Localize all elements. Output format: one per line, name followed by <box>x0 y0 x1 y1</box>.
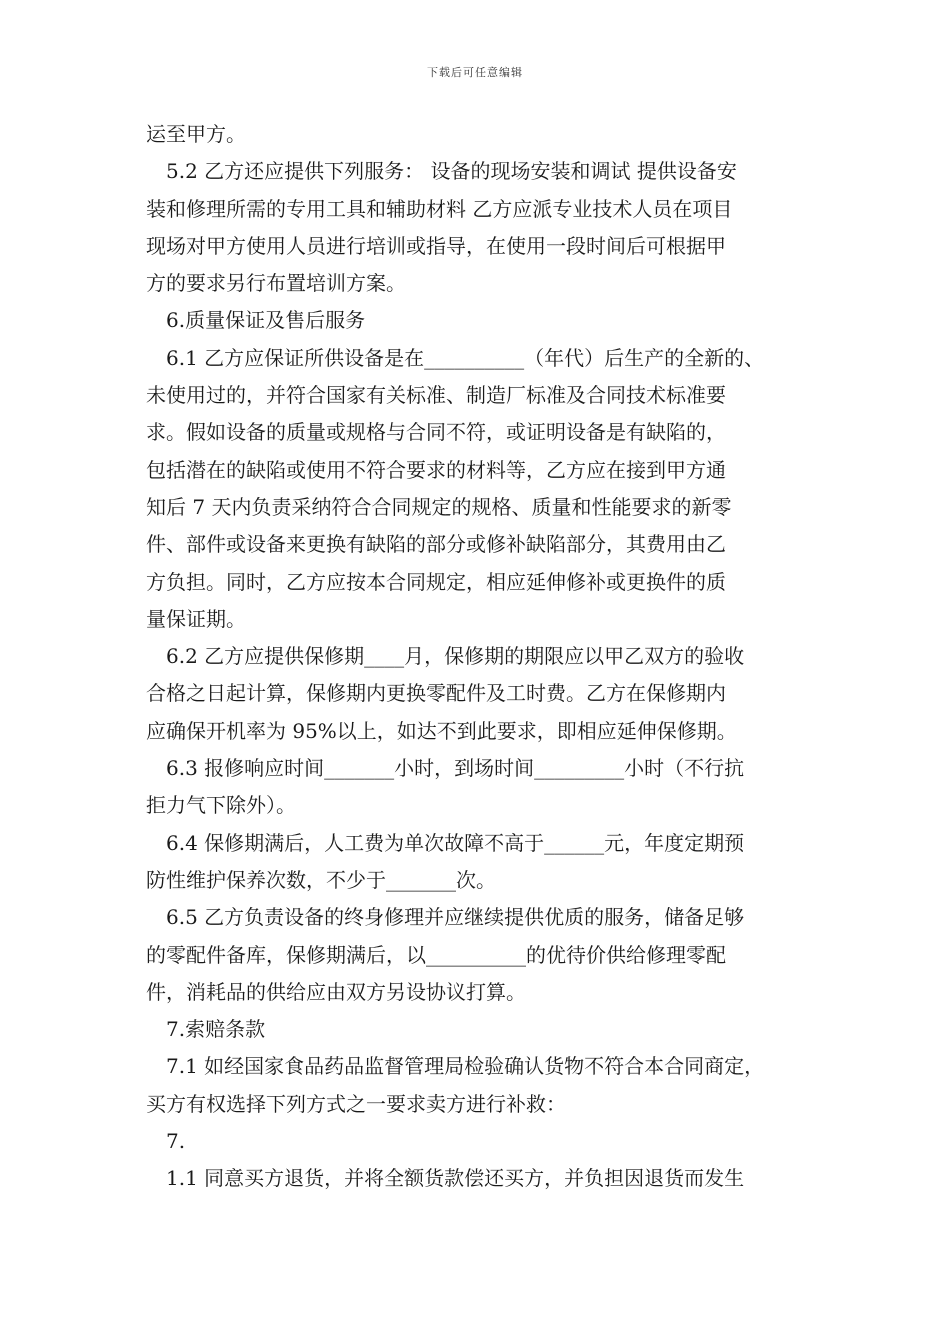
text-line: 运至甲方。 <box>146 122 246 146</box>
text-line: 6.1 乙方应保证所供设备是在__________（年代）后生产的全新的、 <box>166 345 765 370</box>
text-line: 现场对甲方使用人员进行培训或指导，在使用一段时间后可根据甲 <box>146 233 726 258</box>
text-line: 合格之日起计算，保修期内更换零配件及工时费。乙方在保修期内 <box>146 681 726 706</box>
text-line: 6.3 报修响应时间_______小时，到场时间_________小时（不行抗 <box>166 756 745 781</box>
text-line: 求。假如设备的质量或规格与合同不符，或证明设备是有缺陷的， <box>146 420 726 445</box>
text-line: 应确保开机率为 95%以上，如达不到此要求，即相应延伸保修期。 <box>146 718 737 743</box>
text-line: 6.质量保证及售后服务 <box>166 308 366 333</box>
text-line: 件，消耗品的供给应由双方另设协议打算。 <box>146 979 526 1004</box>
text-line: 未使用过的，并符合国家有关标准、制造厂标准及合同技术标准要 <box>146 383 726 408</box>
text-line: 防性维护保养次数，不少于_______次。 <box>146 867 496 892</box>
contract-body <box>146 116 814 1198</box>
text-line: 1.1 同意买方退货，并将全额货款偿还买方，并负担因退货而发生 <box>166 1166 745 1191</box>
text-line: 方的要求另行布置培训方案。 <box>146 271 406 296</box>
text-line: 6.2 乙方应提供保修期____月，保修期的期限应以甲乙双方的验收 <box>166 644 745 669</box>
text-line: 拒力气下除外）。 <box>146 793 296 818</box>
text-line: 7. <box>166 1129 186 1154</box>
text-line: 装和修理所需的专用工具和辅助材料 乙方应派专业技术人员在项目 <box>146 196 733 221</box>
page-header: 下载后可任意编辑 <box>427 66 523 79</box>
text-line: 量保证期。 <box>146 606 246 631</box>
text-line: 包括潜在的缺陷或使用不符合要求的材料等，乙方应在接到甲方通 <box>146 457 726 482</box>
text-line: 的零配件备库，保修期满后，以__________的优待价供给修理零配 <box>146 942 726 967</box>
text-line: 6.4 保修期满后，人工费为单次故障不高于______元，年度定期预 <box>166 830 745 855</box>
text-line: 5.2 乙方还应提供下列服务： 设备的现场安装和调试 提供设备安 <box>166 159 737 184</box>
text-line: 方负担。同时，乙方应按本合同规定，相应延伸修补或更换件的质 <box>146 569 726 594</box>
text-line: 6.5 乙方负责设备的终身修理并应继续提供优质的服务，储备足够 <box>166 905 745 930</box>
text-line: 买方有权选择下列方式之一要求卖方进行补救： <box>146 1091 566 1116</box>
text-line: 7.1 如经国家食品药品监督管理局检验确认货物不符合本合同商定， <box>166 1054 765 1079</box>
text-line: 知后 7 天内负责采纳符合合同规定的规格、质量和性能要求的新零 <box>146 494 732 519</box>
text-line: 7.索赔条款 <box>166 1017 266 1042</box>
text-line: 件、部件或设备来更换有缺陷的部分或修补缺陷部分，其费用由乙 <box>146 532 726 557</box>
